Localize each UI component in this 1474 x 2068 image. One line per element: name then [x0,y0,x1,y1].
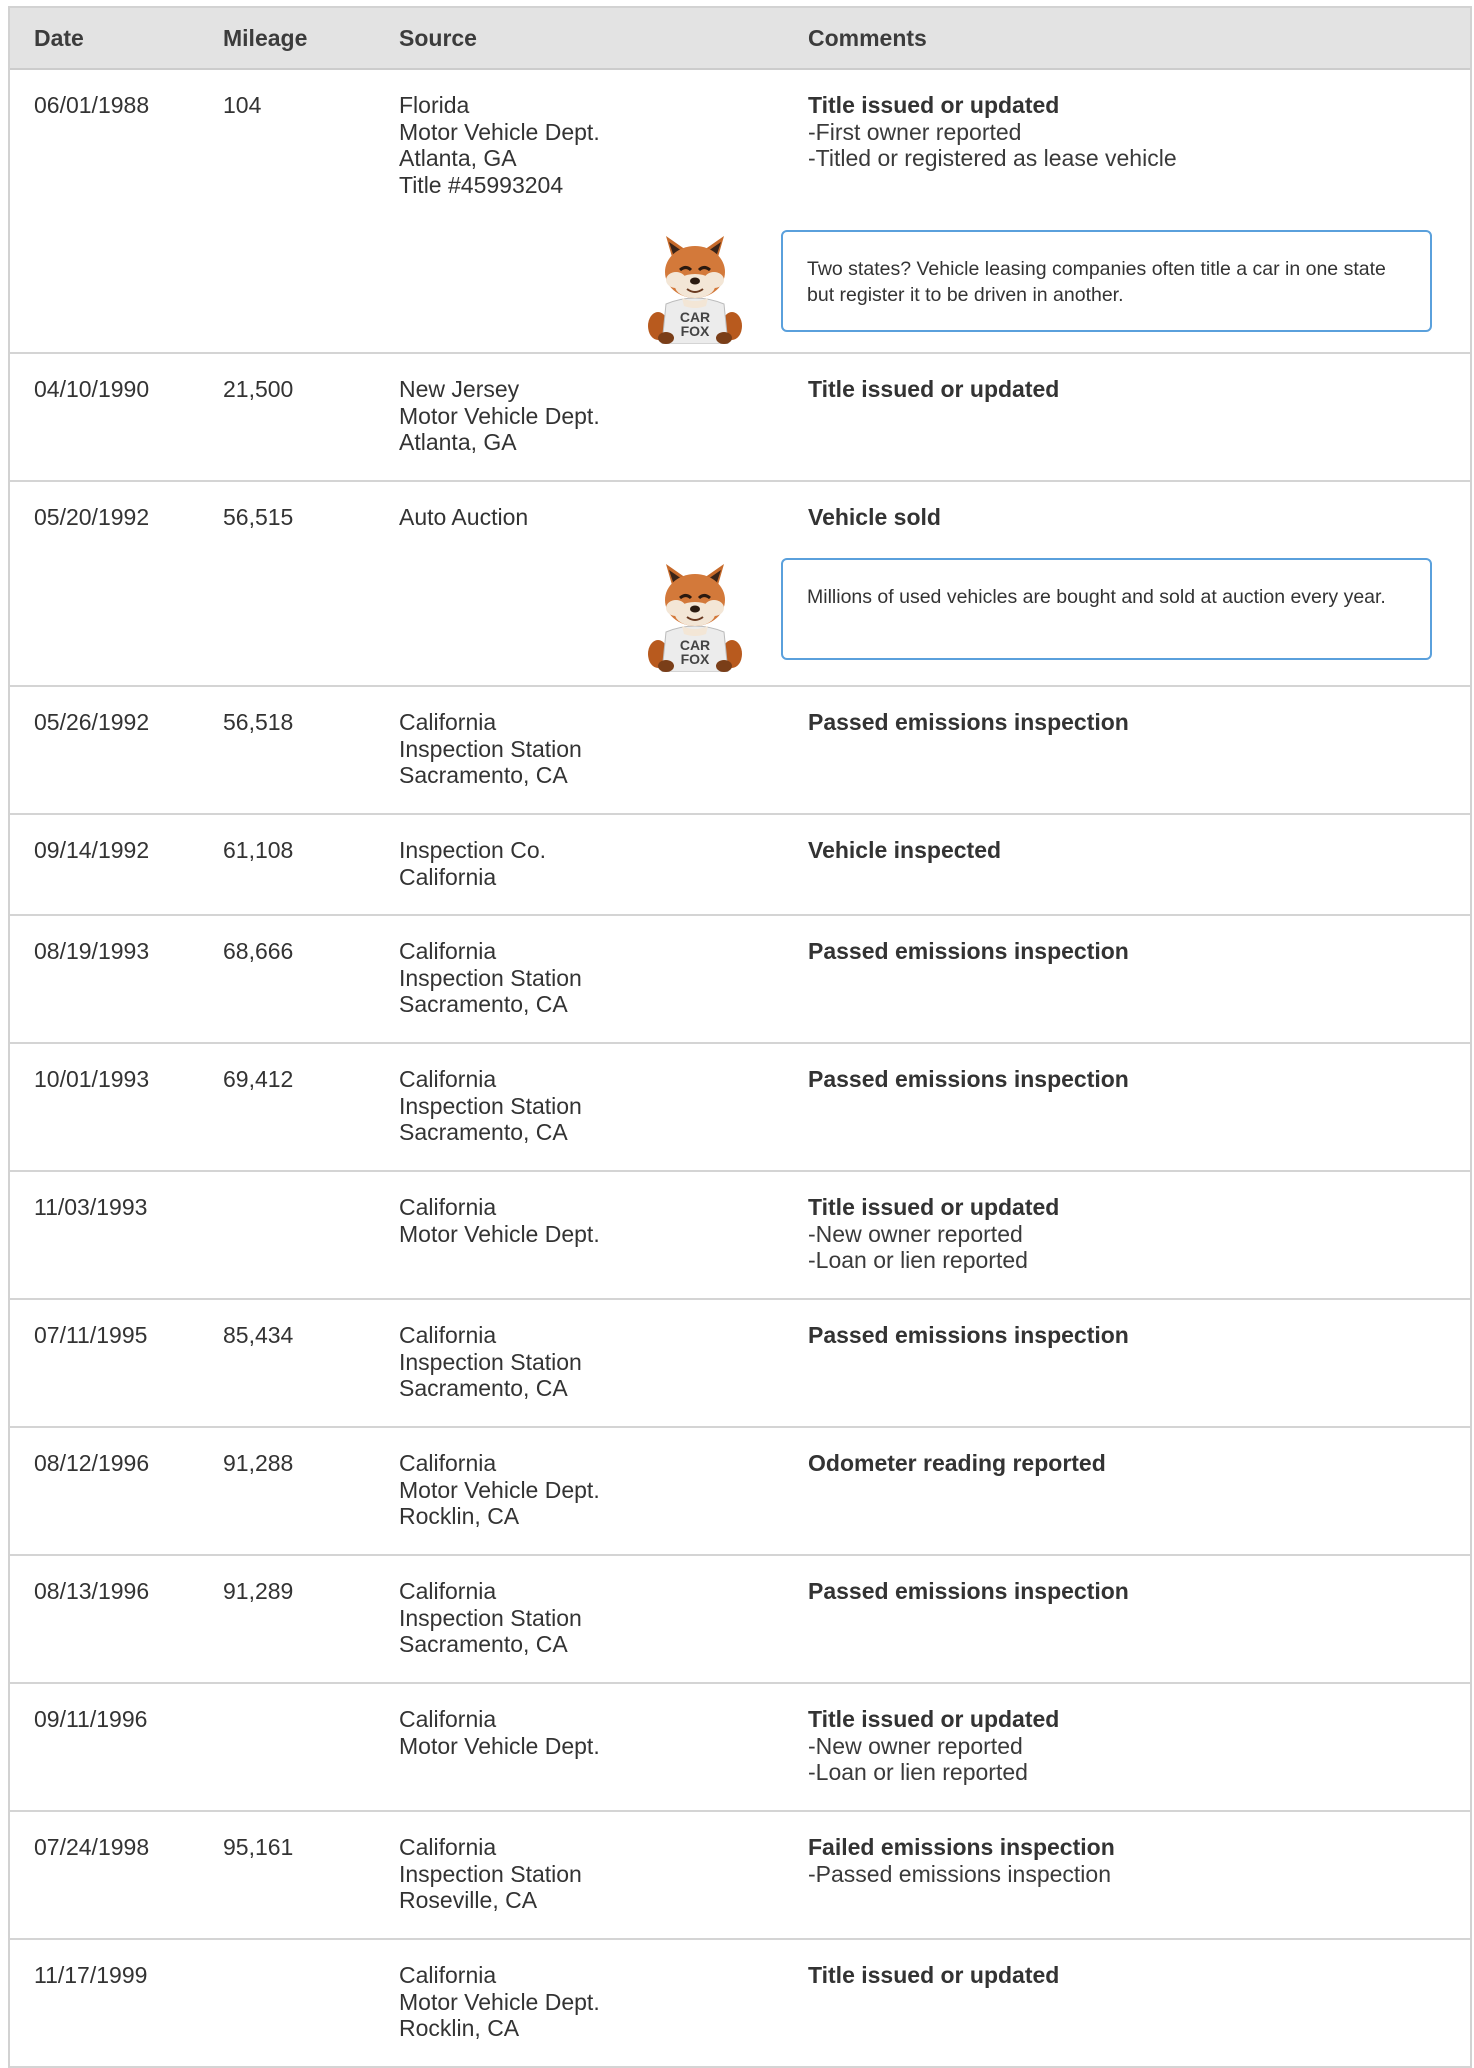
table-row [10,70,1470,354]
source-line: Motor Vehicle Dept. [399,1476,600,1503]
date-cell: 08/19/1993 [34,938,150,964]
row-content [10,815,1470,890]
comments-cell [808,1706,1470,1786]
source-line: Rocklin, CA [399,2015,520,2041]
source-line: Sacramento, CA [399,762,568,788]
mileage-cell: 21,500 [223,376,294,402]
comments-cell [808,1578,1470,1658]
fox-badge-line1: CAR [679,637,711,653]
source-line: California [399,1706,497,1732]
source-cell [399,1706,808,1786]
source-line: Sacramento, CA [399,1375,568,1401]
source-cell [399,1834,808,1914]
mileage-cell [223,1962,399,2042]
comments-cell [808,938,1470,1018]
comments-cell [808,92,1470,222]
date-cell: 06/01/1988 [34,92,150,118]
fox-badge-line2: FOX [680,323,710,339]
source-line: Inspection Station [399,1860,582,1887]
comment-bullet: - [808,1759,816,1785]
table-header [10,8,1470,70]
date-cell: 05/26/1992 [34,709,150,735]
source-line: Atlanta, GA [399,145,517,171]
comment-item-text: New owner reported [815,1220,1023,1247]
comment-title: Title issued or updated [808,1194,1060,1220]
comments-cell [808,1194,1470,1274]
source-line: Motor Vehicle Dept. [399,1988,600,2015]
comment-title: Title issued or updated [808,1962,1060,1988]
mileage-cell: 56,515 [223,504,294,530]
source-line: New Jersey [399,376,520,402]
source-line: Auto Auction [399,504,529,530]
table-row [10,1300,1470,1428]
mileage-cell: 56,518 [223,709,294,735]
comment-item [808,145,1470,172]
source-line: Motor Vehicle Dept. [399,118,600,145]
table-row [10,1172,1470,1300]
comment-title: Odometer reading reported [808,1450,1106,1476]
comment-title: Vehicle inspected [808,837,1002,863]
row-content [10,70,1470,222]
source-line: California [399,1194,497,1220]
fox-badge-line2: FOX [680,651,710,667]
source-cell [399,1194,808,1274]
source-line: Motor Vehicle Dept. [399,402,600,429]
mileage-cell [223,1706,399,1786]
date-cell: 08/13/1996 [34,1578,150,1604]
comments-cell [808,1834,1470,1914]
comment-item-text: First owner reported [815,118,1022,145]
mileage-column-header: Mileage [223,24,308,51]
source-line: Motor Vehicle Dept. [399,1732,600,1759]
mileage-cell: 104 [223,92,262,118]
table-row [10,1684,1470,1812]
row-content [10,1940,1470,2042]
date-cell: 04/10/1990 [34,376,150,402]
comment-title: Passed emissions inspection [808,1322,1129,1348]
row-content [10,1556,1470,1658]
comments-column-header: Comments [808,24,927,51]
table-row [10,354,1470,482]
tip-area [10,222,1470,352]
table-row [10,1428,1470,1556]
vehicle-history-table [8,6,1472,2068]
source-line: California [399,1578,497,1604]
source-line: California [399,1834,497,1860]
comments-cell [808,837,1470,890]
table-row [10,482,1470,687]
table-row [10,1940,1470,2068]
source-cell [399,938,808,1018]
source-cell [399,1578,808,1658]
source-line: California [399,1962,497,1988]
mileage-cell: 69,412 [223,1066,294,1092]
car-fox-mascot-icon [644,226,746,344]
row-content [10,1812,1470,1914]
fox-mascot [644,554,746,672]
date-cell: 11/17/1999 [34,1962,148,1988]
source-line: Inspection Station [399,1604,582,1631]
comment-bullet: - [808,1247,816,1273]
row-content [10,354,1470,456]
comment-title: Passed emissions inspection [808,1066,1129,1092]
source-cell [399,1066,808,1146]
row-content [10,1684,1470,1786]
comment-bullet: - [808,1860,816,1887]
mileage-cell: 85,434 [223,1322,294,1348]
comment-title: Passed emissions inspection [808,938,1129,964]
date-cell: 08/12/1996 [34,1450,150,1476]
mileage-cell: 68,666 [223,938,294,964]
table-row [10,1556,1470,1684]
comment-item [808,1221,1470,1248]
comment-item-text: New owner reported [815,1732,1023,1759]
mileage-cell: 91,288 [223,1450,294,1476]
car-fox-mascot-icon [644,554,746,672]
comment-title: Failed emissions inspection [808,1834,1115,1860]
source-line: California [399,1066,497,1092]
source-line: Inspection Station [399,964,582,991]
comment-item-text: Titled or registered as lease vehicle [815,145,1177,171]
comment-item-text: Loan or lien reported [815,1759,1028,1785]
tip-callout: Two states? Vehicle leasing companies often title a car in one state but register it to be driven in another. [781,230,1432,332]
comment-item-text: Loan or lien reported [815,1247,1028,1273]
mileage-cell: 95,161 [223,1834,294,1860]
row-content [10,1428,1470,1530]
source-line: California [399,709,497,735]
comments-cell [808,504,1470,550]
date-cell: 05/20/1992 [34,504,150,530]
source-line: California [399,938,497,964]
table-row [10,1812,1470,1940]
date-cell: 09/11/1996 [34,1706,148,1732]
table-row [10,815,1470,916]
mileage-cell: 61,108 [223,837,294,863]
table-row [10,1044,1470,1172]
table-row [10,916,1470,1044]
source-line: Sacramento, CA [399,991,568,1017]
row-content [10,1300,1470,1402]
comment-item [808,1247,1470,1274]
row-content [10,1044,1470,1146]
date-cell: 11/03/1993 [34,1194,148,1220]
comments-cell [808,1066,1470,1146]
source-line: Rocklin, CA [399,1503,520,1529]
comment-title: Title issued or updated [808,1706,1060,1732]
comments-cell [808,709,1470,789]
table-body [10,70,1470,2068]
source-cell [399,837,808,890]
comment-item [808,119,1470,146]
source-line: California [399,1322,497,1348]
comment-title: Title issued or updated [808,92,1060,118]
comments-cell [808,1450,1470,1530]
fox-mascot [644,226,746,344]
comment-bullet: - [808,1732,816,1759]
source-cell [399,1450,808,1530]
source-line: Florida [399,92,470,118]
comment-bullet: - [808,118,816,145]
source-line: Inspection Station [399,1092,582,1119]
comment-title: Passed emissions inspection [808,709,1129,735]
source-line: California [399,1450,497,1476]
comment-item [808,1759,1470,1786]
row-content [10,482,1470,550]
comments-cell [808,1962,1470,2042]
source-line: Motor Vehicle Dept. [399,1220,600,1247]
tip-area [10,550,1470,685]
source-line: Title #45993204 [399,171,564,198]
date-cell: 07/24/1998 [34,1834,150,1860]
source-cell [399,504,808,550]
comment-item [808,1733,1470,1760]
source-line: Sacramento, CA [399,1631,568,1657]
comments-cell [808,376,1470,456]
source-line: Inspection Station [399,735,582,762]
source-column-header: Source [399,24,477,51]
source-line: Inspection Co. [399,837,547,863]
source-cell [399,92,808,222]
mileage-cell [223,1194,399,1274]
date-cell: 07/11/1995 [34,1322,148,1348]
date-column-header: Date [34,24,84,51]
comment-title: Vehicle sold [808,504,941,530]
source-line: Atlanta, GA [399,429,517,455]
source-cell [399,1962,808,2042]
source-cell [399,709,808,789]
fox-badge-line1: CAR [679,309,711,325]
source-line: Sacramento, CA [399,1119,568,1145]
row-content [10,1172,1470,1274]
comment-bullet: - [808,145,816,171]
source-cell [399,1322,808,1402]
row-content [10,916,1470,1018]
comment-title: Title issued or updated [808,376,1060,402]
table-row [10,687,1470,815]
date-cell: 10/01/1993 [34,1066,150,1092]
source-cell [399,376,808,456]
comment-item [808,1861,1470,1888]
source-line: Inspection Station [399,1348,582,1375]
source-line: California [399,863,497,890]
date-cell: 09/14/1992 [34,837,150,863]
row-content [10,687,1470,789]
tip-callout: Millions of used vehicles are bought and sold at auction every year. [781,558,1432,660]
comments-cell [808,1322,1470,1402]
mileage-cell: 91,289 [223,1578,294,1604]
comment-title: Passed emissions inspection [808,1578,1129,1604]
source-line: Roseville, CA [399,1887,538,1913]
comment-item-text: Passed emissions inspection [815,1860,1111,1887]
comment-bullet: - [808,1220,816,1247]
